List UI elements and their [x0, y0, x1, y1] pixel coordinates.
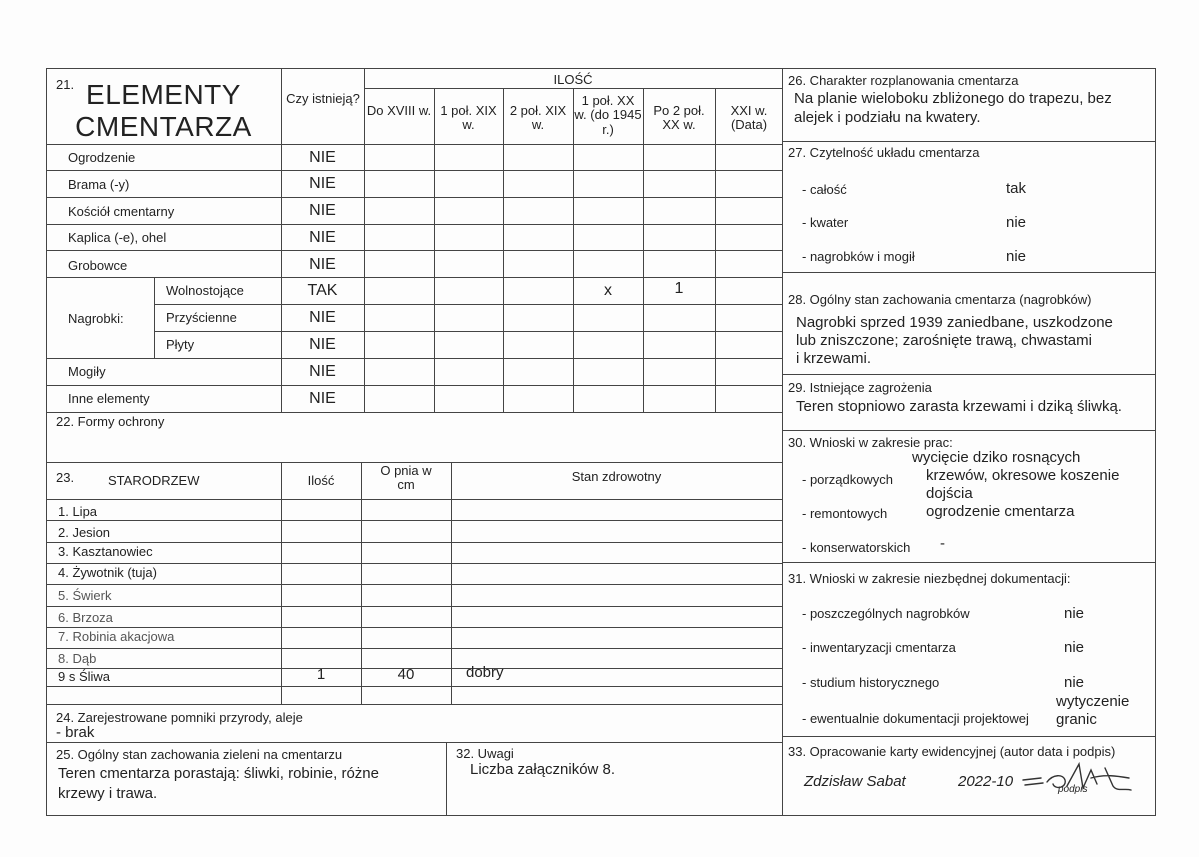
- s31-row-label: - inwentaryzacji cmentarza: [802, 640, 956, 655]
- s28-bottom: [782, 374, 1156, 375]
- s23-stan-header: Stan zdrowotny: [571, 469, 662, 484]
- s30-title: 30. Wnioski w zakresie prac:: [788, 435, 953, 450]
- s21-row-exists: NIE: [309, 256, 336, 273]
- s21-row-label: Kościół cmentarny: [68, 204, 175, 219]
- s25-title: 25. Ogólny stan zachowania zieleni na cmentarzu: [56, 747, 343, 762]
- s33-podpis-label: podpis: [1058, 784, 1088, 795]
- s33-author: Zdzisław Sabat: [804, 773, 906, 790]
- s21-col-header: Do XVIII w.: [366, 103, 432, 118]
- s29-value: Teren stopniowo zarasta krzewami i dziką śliwką.: [796, 398, 1122, 415]
- s21-row-line: [46, 197, 782, 198]
- s23-row-line: [46, 627, 782, 628]
- border-bottom: [46, 815, 1156, 816]
- s24-value: - brak: [56, 724, 95, 741]
- s29-bottom: [782, 430, 1156, 431]
- s21-nagrobki-label: Nagrobki:: [68, 311, 124, 326]
- s25-s32-divider: [446, 742, 447, 816]
- s30-kons-value: -: [940, 535, 945, 552]
- s23-sliwa-stan: dobry: [466, 664, 504, 681]
- s21-row-exists: TAK: [307, 282, 338, 299]
- s26-bottom: [782, 141, 1156, 142]
- s23-number: 23.: [56, 470, 75, 485]
- s27-row-label: - kwater: [802, 215, 849, 230]
- s21-row-line: [46, 358, 782, 359]
- s31-title: 31. Wnioski w zakresie niezbędnej dokumentacji:: [788, 571, 1071, 586]
- s21-row-exists: NIE: [309, 229, 336, 246]
- s23-tree-item: 2. Jesion: [58, 525, 111, 540]
- s32-value: Liczba załączników 8.: [470, 761, 616, 778]
- border-top: [46, 68, 1156, 69]
- s31-row-value: nie: [1064, 639, 1085, 656]
- s30-porz-line3: dojścia: [926, 485, 973, 502]
- s23-bottom: [46, 704, 782, 705]
- s21-nagrobki-divider: [154, 277, 155, 358]
- s27-title: 27. Czytelność układu cmentarza: [788, 145, 980, 160]
- s27-bottom: [782, 272, 1156, 273]
- s23-tree-item: 1. Lipa: [58, 504, 98, 519]
- s25-line1: Teren cmentarza porastają: śliwki, robinie, różne: [58, 765, 379, 782]
- s23-header-bottom: [46, 499, 782, 500]
- s21-row-label: Płyty: [166, 337, 195, 352]
- s31-row-label: - poszczególnych nagrobków: [802, 606, 970, 621]
- s21-row-label: Kaplica (-e), ohel: [68, 230, 167, 245]
- s21-row-exists: NIE: [309, 202, 336, 219]
- s21-row-label: Grobowce: [68, 258, 128, 273]
- s31-row-label: - studium historycznego: [802, 675, 940, 690]
- s21-row-label: Ogrodzenie: [68, 150, 136, 165]
- s23-tree-item: 8. Dąb: [58, 651, 97, 666]
- s27-row-value: tak: [1006, 180, 1027, 197]
- s29-title: 29. Istniejące zagrożenia: [788, 380, 932, 395]
- s21-ilosc-header: ILOŚĆ: [553, 72, 593, 87]
- s30-rem-value: ogrodzenie cmentarza: [926, 503, 1075, 520]
- s23-tree-item: 9 s Śliwa: [58, 669, 111, 684]
- s23-tree-item: 6. Brzoza: [58, 610, 113, 625]
- s23-row-line: [46, 584, 782, 585]
- s21-title-line1: ELEMENTY: [86, 79, 241, 110]
- s23-row-line: [46, 520, 782, 521]
- s28-title: 28. Ogólny stan zachowania cmentarza (nagrobków): [788, 292, 1092, 307]
- s26-line1: Na planie wieloboku zbliżonego do trapezu, bez: [794, 90, 1112, 107]
- s23-tree-item: 7. Robinia akacjowa: [58, 629, 175, 644]
- s21-header-bottom: [46, 144, 782, 145]
- s31-bottom: [782, 736, 1156, 737]
- s22-title: 22. Formy ochrony: [56, 414, 165, 429]
- s21-row-label: Wolnostojące: [166, 283, 244, 298]
- s32-title: 32. Uwagi: [456, 746, 514, 761]
- card-frame: [46, 68, 1156, 816]
- s30-porz-label: - porządkowych: [802, 472, 894, 487]
- s24-title: 24. Zarejestrowane pomniki przyrody, aleje: [56, 710, 303, 725]
- s30-bottom: [782, 562, 1156, 563]
- s27-row-value: nie: [1006, 248, 1027, 265]
- s21-bottom: [46, 412, 782, 413]
- s23-row-line: [46, 648, 782, 649]
- s21-row-label: Inne elementy: [68, 391, 150, 406]
- s21-col-header: 1 poł. XX w. (do 1945 r.): [574, 93, 642, 137]
- s21-number: 21.: [56, 77, 75, 92]
- s23-obwod-header: O pnia w cm: [380, 463, 432, 493]
- s23-sliwa-ilosc: 1: [316, 666, 326, 683]
- s23-row-line: [46, 606, 782, 607]
- s28-line1: Nagrobki sprzed 1939 zaniedbane, uszkodzone: [796, 314, 1113, 331]
- s28-line3: i krzewami.: [796, 350, 872, 367]
- s28-line2: lub zniszczone; zarośnięte trawą, chwastami: [796, 332, 1092, 349]
- s21-col-header: 2 poł. XIX w.: [509, 103, 567, 133]
- s23-tree-item: 5. Świerk: [58, 588, 112, 603]
- middle-divider: [782, 68, 783, 816]
- s21-row-exists: NIE: [309, 175, 336, 192]
- s31-row-value: nie: [1064, 674, 1085, 691]
- border-right: [1155, 68, 1156, 816]
- s25-line2: krzewy i trawa.: [58, 785, 158, 802]
- s27-row-value: nie: [1006, 214, 1027, 231]
- s21-row-label: Mogiły: [68, 364, 106, 379]
- s23-title: STARODRZEW: [108, 473, 200, 488]
- s23-row-line: [46, 686, 782, 687]
- signature-scribble: [1021, 758, 1141, 798]
- s31-row-value: nie: [1064, 605, 1085, 622]
- s26-title: 26. Charakter rozplanowania cmentarza: [788, 73, 1019, 88]
- s21-title-line2: CMENTARZA: [75, 111, 252, 142]
- s23-sliwa-obwod: 40: [397, 666, 415, 683]
- s21-wolnostojace-count: 1: [674, 280, 684, 297]
- s21-row-label: Brama (-y): [68, 177, 130, 192]
- s23-tree-item: 4. Żywotnik (tuja): [58, 565, 157, 580]
- s24-bottom: [46, 742, 782, 743]
- s21-col-header: XXI w. (Data): [730, 103, 768, 133]
- s27-row-label: - całość: [802, 182, 847, 197]
- s21-row-line: [46, 277, 782, 278]
- s23-ilosc-header: Ilość: [307, 473, 335, 488]
- s21-ilosc-line: [364, 88, 782, 89]
- s21-row-exists: NIE: [309, 390, 336, 407]
- s21-row-line: [154, 304, 782, 305]
- s21-wolnostojace-mark: x: [604, 282, 612, 299]
- s21-row-line: [46, 170, 782, 171]
- s21-row-exists: NIE: [309, 363, 336, 380]
- s21-row-exists: NIE: [309, 309, 336, 326]
- s33-title: 33. Opracowanie karty ewidencyjnej (autor data i podpis): [788, 744, 1116, 759]
- s21-col-header: Po 2 poł. XX w.: [653, 103, 705, 133]
- s21-row-line: [46, 250, 782, 251]
- s21-col-ilosc-left: [364, 68, 365, 348]
- s26-line2: alejek i podziału na kwatery.: [794, 109, 981, 126]
- s31-ew-line2: granic: [1056, 711, 1097, 728]
- s30-porz-line2: krzewów, okresowe koszenie: [926, 467, 1120, 484]
- s21-row-line: [46, 385, 782, 386]
- s21-row-exists: NIE: [309, 336, 336, 353]
- s23-tree-item: 3. Kasztanowiec: [58, 544, 153, 559]
- s21-row-exists: NIE: [309, 149, 336, 166]
- s21-row-label: Przyścienne: [166, 310, 237, 325]
- s21-col-header: 1 poł. XIX w.: [440, 103, 497, 133]
- s21-czy-istnieja-header: Czy istnieją?: [286, 91, 360, 106]
- s21-row-line: [46, 224, 782, 225]
- s27-row-label: - nagrobków i mogił: [802, 249, 915, 264]
- s23-row-line: [46, 542, 782, 543]
- s30-rem-label: - remontowych: [802, 506, 888, 521]
- s33-date: 2022-10: [958, 773, 1014, 790]
- s31-ew-line1: wytyczenie: [1056, 693, 1130, 710]
- s21-row-line: [154, 331, 782, 332]
- s23-row-line: [46, 563, 782, 564]
- s30-kons-label: - konserwatorskich: [802, 540, 911, 555]
- s30-porz-line1: wycięcie dziko rosnących: [912, 449, 1081, 466]
- s31-ew-label: - ewentualnie dokumentacji projektowej: [802, 711, 1029, 726]
